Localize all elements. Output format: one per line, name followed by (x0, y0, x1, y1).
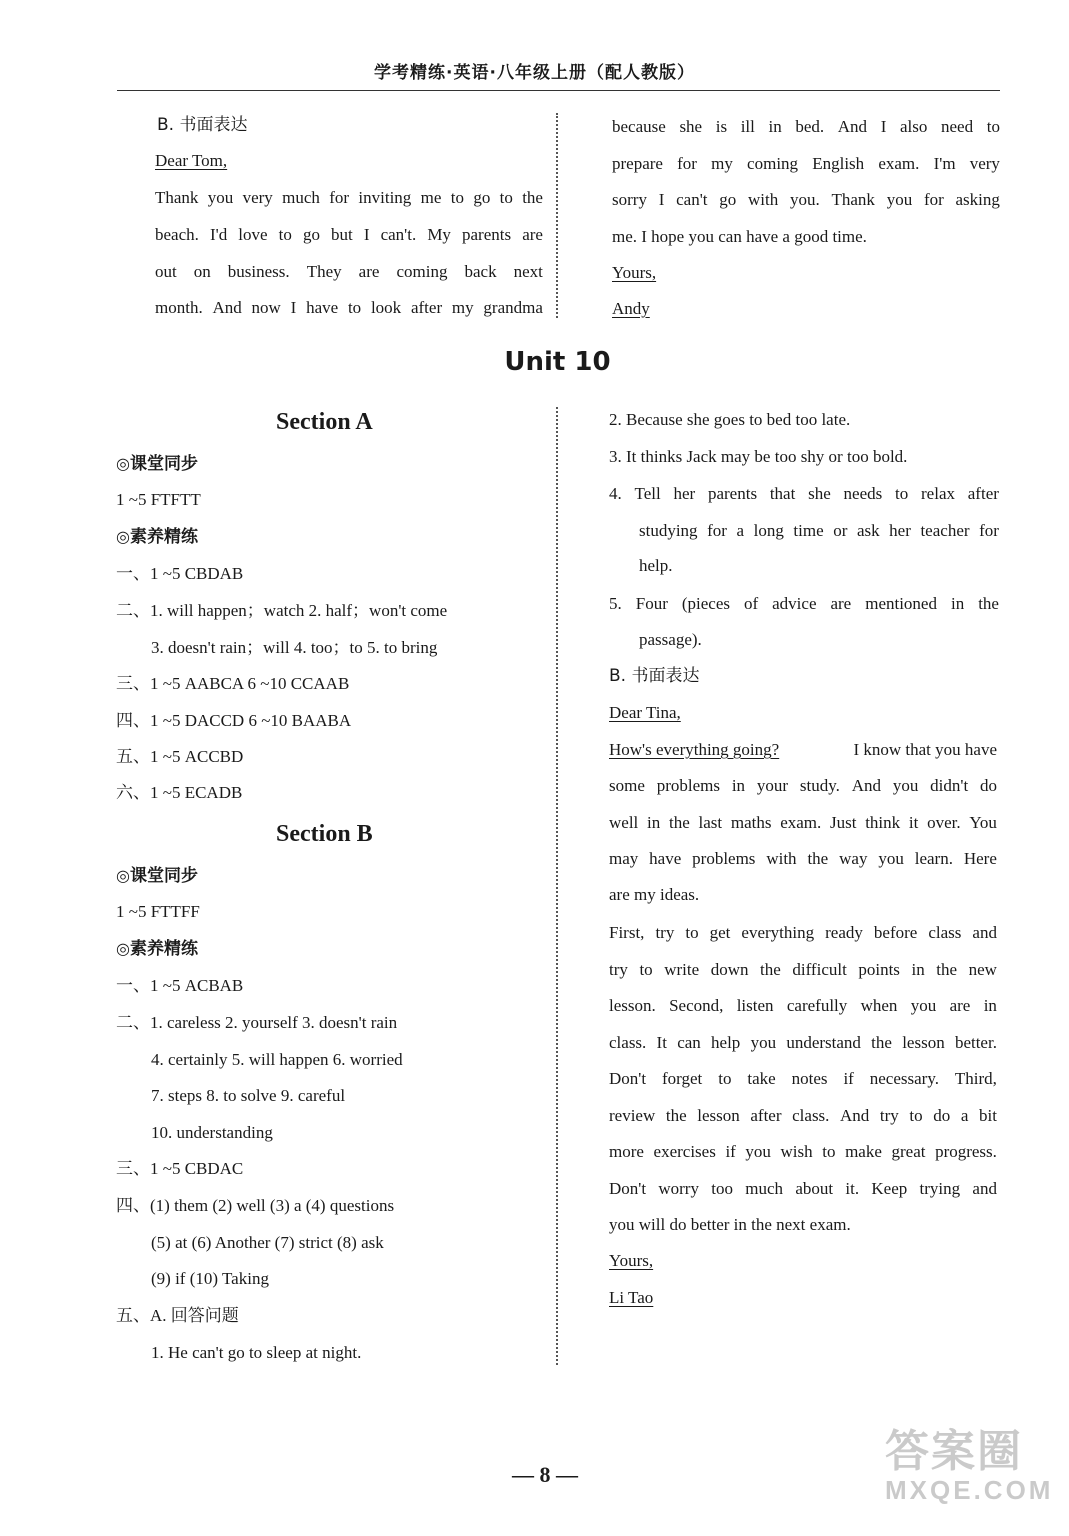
answer-row: 1. He can't go to sleep at night. (151, 1343, 362, 1362)
header-rule (117, 90, 1000, 91)
answer-row: 7. steps 8. to solve 9. careful (151, 1086, 346, 1105)
column-divider-main (556, 407, 558, 1365)
running-header: 学考精练·英语·八年级上册（配人教版） (374, 63, 695, 83)
letter-line: are my ideas. (609, 885, 700, 904)
answer-row: 四、(1) them (2) well (3) a (4) questions (116, 1196, 395, 1215)
answer-row: 3. It thinks Jack may be too shy or too bold. (609, 447, 908, 466)
letter-line: more exercises if you wish to make great progress. (609, 1142, 997, 1161)
answer-row: 一、1 ~5 CBDAB (116, 564, 244, 583)
top-letter-line: month. And now I have to look after my grandma (155, 298, 543, 317)
page-number: — 8 — (512, 1462, 578, 1487)
section-b-h2: ◎素养精练 (116, 939, 198, 959)
top-letter-signature: Andy (612, 299, 650, 318)
section-a-title: Section A (276, 409, 373, 435)
section-a-h1-answer: 1 ~5 FTFTT (116, 490, 201, 509)
section-b-title: Section B (276, 821, 373, 847)
top-writing-heading: B. 书面表达 (157, 115, 248, 135)
top-letter-salutation: Dear Tom, (155, 151, 228, 170)
letter-salutation: Dear Tina, (609, 703, 681, 722)
answer-row: 10. understanding (151, 1123, 273, 1142)
circle-mark-icon: ◎ (116, 454, 130, 473)
letter-line: class. It can help you understand the lesson better. (609, 1033, 997, 1052)
section-a-h2: ◎素养精练 (116, 527, 198, 547)
top-letter-line: Thank you very much for inviting me to go to the (155, 188, 543, 207)
watermark-logo (885, 1415, 1053, 1506)
top-letter-line: sorry I can't go with you. Thank you for asking (612, 190, 1000, 209)
answer-row: 二、1. careless 2. yourself 3. doesn't rain (116, 1013, 398, 1032)
answer-row: 一、1 ~5 ACBAB (116, 976, 244, 995)
letter-line: well in the last maths exam. Just think it over. You (609, 813, 997, 832)
section-b-h1-answer: 1 ~5 FTTFF (116, 902, 200, 921)
answer-row: 五、A. 回答问题 (116, 1306, 239, 1325)
answer-row: 5. Four (pieces of advice are mentioned in the (609, 594, 999, 613)
letter-line: How's everything going? I know that you have (609, 740, 997, 759)
top-letter-closing: Yours, (612, 263, 657, 282)
answer-row: (5) at (6) Another (7) strict (8) ask (151, 1233, 384, 1252)
top-letter-line: because she is ill in bed. And I also need to (612, 117, 1000, 136)
answer-row: 三、1 ~5 CBDAC (116, 1159, 244, 1178)
letter-line: some problems in your study. And you didn't do (609, 776, 997, 795)
top-letter-line: me. I hope you can have a good time. (612, 227, 867, 246)
answer-row: help. (639, 556, 673, 575)
circle-mark-icon: ◎ (116, 866, 130, 885)
letter-line: First, try to get everything ready before class and (609, 923, 997, 942)
writing-heading: B. 书面表达 (609, 666, 700, 686)
letter-line: try to write down the difficult points in the new (609, 960, 997, 979)
top-letter-line: prepare for my coming English exam. I'm very (612, 154, 1000, 173)
answer-row: 六、1 ~5 ECADB (116, 783, 243, 802)
section-a-h1: ◎课堂同步 (116, 454, 198, 474)
column-divider-top (556, 113, 558, 318)
letter-line: may have problems with the way you learn. Here (609, 849, 997, 868)
answer-row: 三、1 ~5 AABCA 6 ~10 CCAAB (116, 674, 350, 693)
answer-row: 4. certainly 5. will happen 6. worried (151, 1050, 403, 1069)
letter-line: you will do better in the next exam. (609, 1215, 851, 1234)
circle-mark-icon: ◎ (116, 939, 130, 958)
letter-line: Don't forget to take notes if necessary. Third, (609, 1069, 997, 1088)
answer-row: 四、1 ~5 DACCD 6 ~10 BAABA (116, 711, 352, 730)
answer-row: 4. Tell her parents that she needs to relax after (609, 484, 999, 503)
circle-mark-icon: ◎ (116, 527, 130, 546)
letter-signature: Li Tao (609, 1288, 654, 1307)
answer-row: 二、1. will happen；watch 2. half；won't come (116, 601, 448, 620)
answer-row: studying for a long time or ask her teacher for (639, 521, 999, 540)
letter-line: lesson. Second, listen carefully when you are in (609, 996, 997, 1015)
answer-row: (9) if (10) Taking (151, 1269, 269, 1288)
watermark-url: MXQE.COM (885, 1475, 1054, 1505)
answer-row: passage). (639, 630, 702, 649)
answer-row: 2. Because she goes to bed too late. (609, 410, 851, 429)
letter-line: Don't worry too much about it. Keep trying and (609, 1179, 997, 1198)
section-b-h1: ◎课堂同步 (116, 866, 198, 886)
answer-row: 五、1 ~5 ACCBD (116, 747, 244, 766)
watermark-text: 答案圈 (885, 1426, 1023, 1477)
top-letter-line: beach. I'd love to go but I can't. My parents are (155, 225, 543, 244)
answer-row: 3. doesn't rain；will 4. too；to 5. to bring (151, 638, 438, 657)
letter-line: review the lesson after class. And try to do a bit (609, 1106, 997, 1125)
letter-closing: Yours, (609, 1251, 654, 1270)
unit-title: Unit 10 (504, 347, 611, 377)
top-letter-line: out on business. They are coming back next (155, 262, 543, 281)
